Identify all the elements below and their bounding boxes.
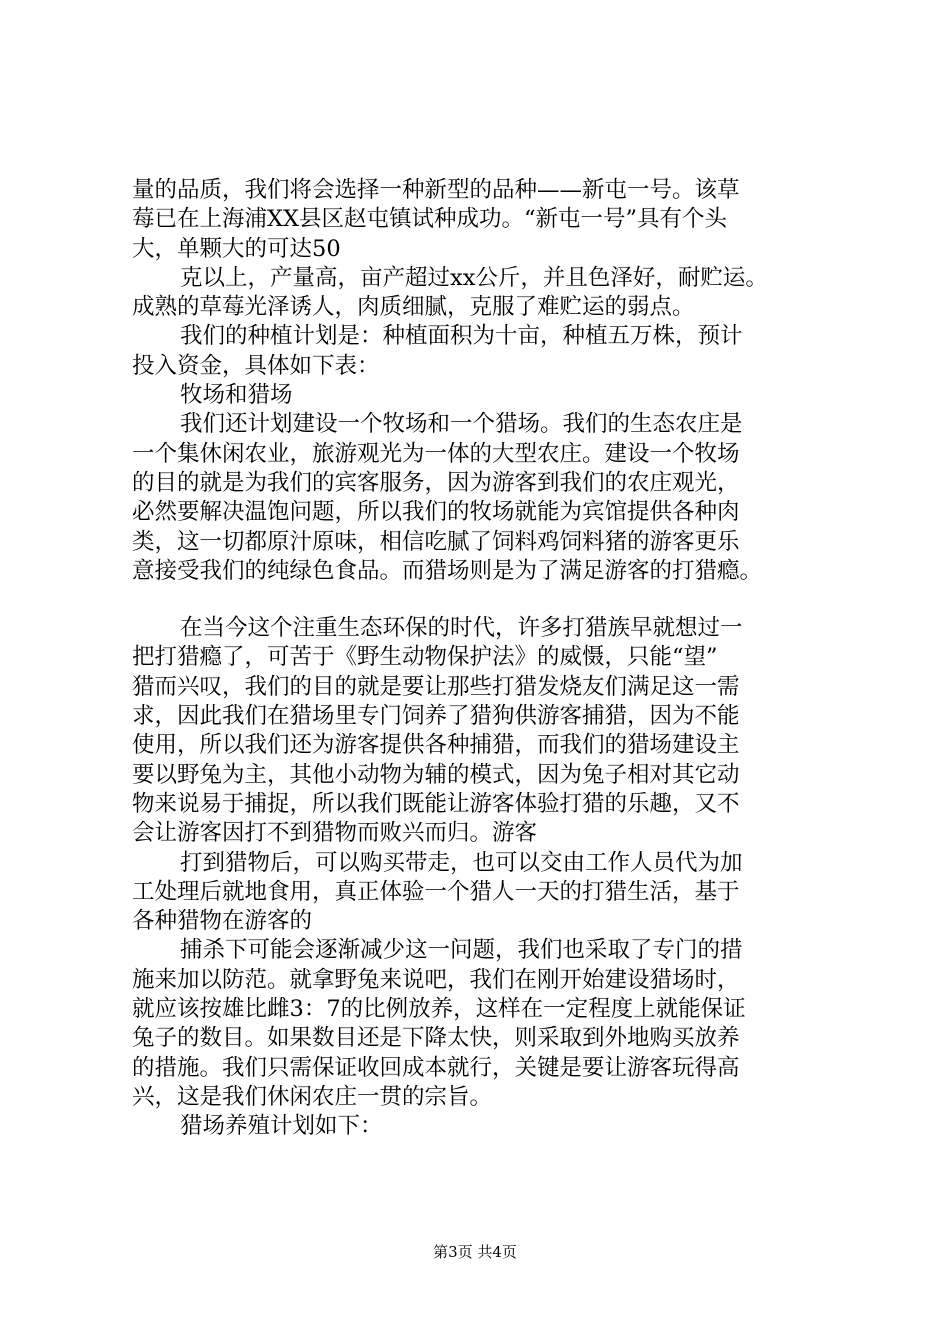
text-line: 莓已在上海浦XX县区赵屯镇试种成功。“新屯一号”具有个头: [132, 206, 728, 233]
text-line: 我们的种植计划是：种植面积为十亩，种植五万株，预计: [180, 323, 743, 350]
text-line: 各种猎物在游客的: [132, 908, 313, 935]
text-line: 克以上，产量高，亩产超过xx公斤，并且色泽好，耐贮运。: [180, 264, 768, 291]
text-line: 成熟的草莓光泽诱人，肉质细腻，克服了难贮运的弱点。: [132, 294, 695, 321]
document-body: [132, 176, 852, 1142]
text-line: 兴，这是我们休闲农庄一贯的宗旨。: [132, 1083, 493, 1110]
text-line: 投入资金，具体如下表：: [132, 352, 380, 379]
text-line: 把打猎瘾了，可苦于《野生动物保护法》的威慑，只能“望”: [132, 644, 718, 671]
text-line: 一个集休闲农业，旅游观光为一体的大型农庄。建设一个牧场: [132, 440, 740, 467]
text-line: 捕杀下可能会逐渐减少这一问题，我们也采取了专门的措: [180, 937, 743, 964]
text-line: 工处理后就地食用，真正体验一个猎人一天的打猎生活，基于: [132, 878, 740, 905]
page-footer: 第3页 共4页: [433, 1243, 517, 1261]
text-line: 猎而兴叹，我们的目的就是要让那些打猎发烧友们满足这一需: [132, 673, 740, 700]
paragraph-gap: [132, 586, 852, 614]
text-line: 的目的就是为我们的宾客服务，因为游客到我们的农庄观光，: [132, 469, 740, 496]
text-line: 打到猎物后，可以购买带走，也可以交由工作人员代为加: [180, 849, 743, 876]
text-line: 会让游客因打不到猎物而败兴而归。游客: [132, 820, 538, 847]
text-line: 物来说易于捕捉，所以我们既能让游客体验打猎的乐趣，又不: [132, 790, 740, 817]
text-line: 类，这一切都原汁原味，相信吃腻了饲料鸡饲料猪的游客更乐: [132, 528, 740, 555]
text-line: 大，单颗大的可达50: [132, 235, 341, 262]
text-line: 量的品质，我们将会选择一种新型的品种——新屯一号。该草: [132, 177, 740, 203]
text-line: 求，因此我们在猎场里专门饲养了猎狗供游客捕猎，因为不能: [132, 703, 740, 730]
text-line: 就应该按雄比雌3：7的比例放养，这样在一定程度上就能保证: [132, 996, 746, 1023]
text-line: 要以野兔为主，其他小动物为辅的模式，因为兔子相对其它动: [132, 761, 740, 788]
text-line: 猎场养殖计划如下：: [180, 1113, 383, 1140]
text-line: 我们还计划建设一个牧场和一个猎场。我们的生态农庄是: [180, 411, 743, 438]
text-line: 兔子的数目。如果数目还是下降太快，则采取到外地购买放养: [132, 1025, 740, 1052]
text-line: 意接受我们的纯绿色食品。而猎场则是为了满足游客的打猎瘾。: [132, 557, 763, 584]
text-line: 的措施。我们只需保证收回成本就行，关键是要让游客玩得高: [132, 1054, 740, 1081]
text-line: 施来加以防范。就拿野兔来说吧，我们在刚开始建设猎场时，: [132, 966, 740, 993]
text-line: 在当今这个注重生态环保的时代，许多打猎族早就想过一: [180, 615, 743, 642]
section-heading: 牧场和猎场: [180, 382, 293, 409]
text-line: 使用，所以我们还为游客提供各种捕猎，而我们的猎场建设主: [132, 732, 740, 759]
text-line: 必然要解决温饱问题，所以我们的牧场就能为宾馆提供各种肉: [132, 499, 740, 526]
